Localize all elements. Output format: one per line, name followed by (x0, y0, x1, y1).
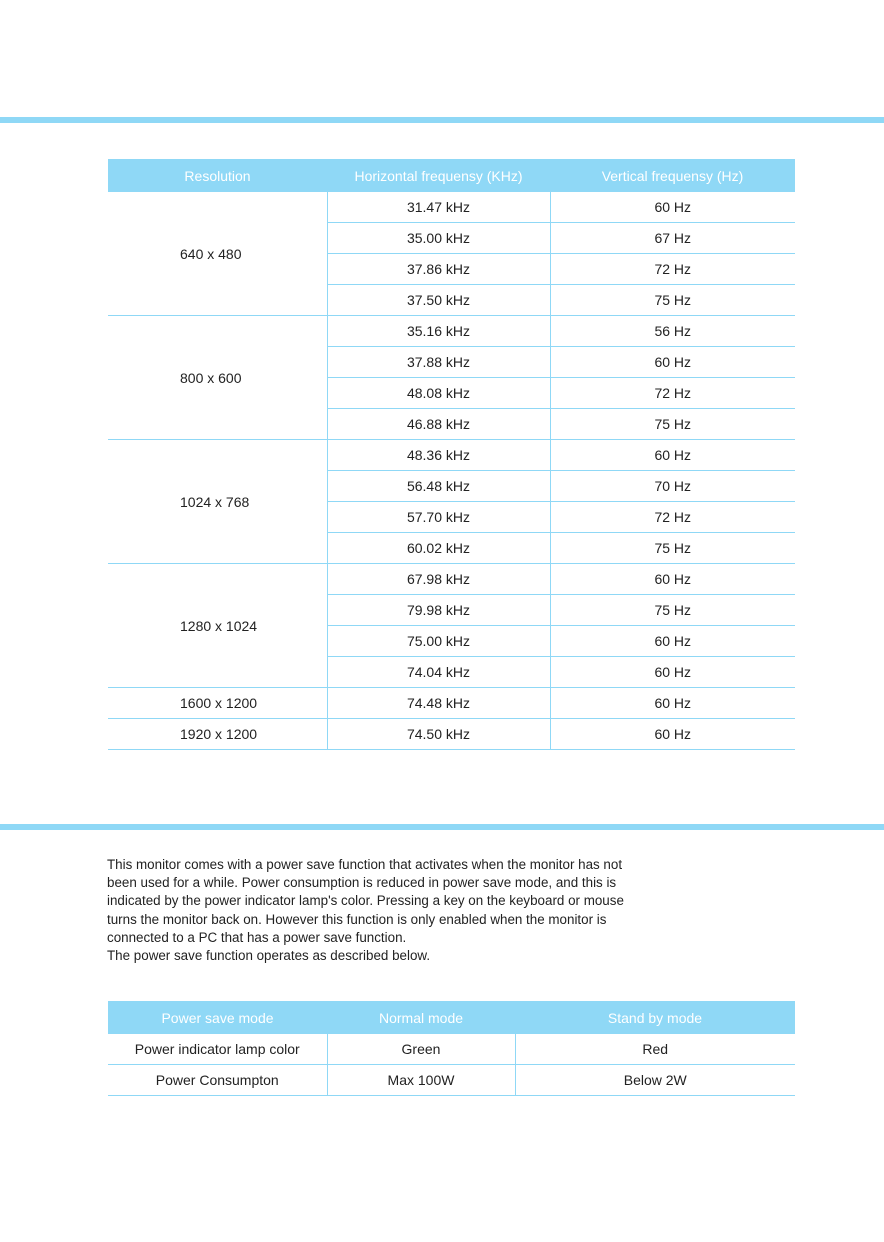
horizontal-frequency-cell: 75.00 kHz (327, 626, 550, 657)
vertical-frequency-cell: 60 Hz (550, 347, 795, 378)
normal-mode-value: Max 100W (327, 1065, 515, 1096)
header-resolution: Resolution (108, 159, 327, 192)
vertical-frequency-cell: 67 Hz (550, 223, 795, 254)
horizontal-frequency-cell: 31.47 kHz (327, 192, 550, 223)
horizontal-frequency-cell: 74.04 kHz (327, 657, 550, 688)
vertical-frequency-cell: 75 Hz (550, 533, 795, 564)
table-row (108, 564, 795, 595)
horizontal-frequency-cell: 37.88 kHz (327, 347, 550, 378)
header-standby-mode: Stand by mode (515, 1001, 795, 1034)
vertical-frequency-cell: 70 Hz (550, 471, 795, 502)
horizontal-frequency-cell: 35.16 kHz (327, 316, 550, 347)
normal-mode-value: Green (327, 1034, 515, 1065)
table-row (108, 719, 795, 750)
vertical-frequency-cell: 72 Hz (550, 254, 795, 285)
power-table-header (108, 1001, 795, 1034)
frequency-table (108, 159, 795, 750)
horizontal-frequency-cell: 57.70 kHz (327, 502, 550, 533)
horizontal-frequency-cell: 35.00 kHz (327, 223, 550, 254)
resolution-cell: 1600 x 1200 (108, 688, 327, 719)
row-label: Power Consumpton (108, 1065, 327, 1096)
intro-line: This monitor comes with a power save function that activates when the monitor has not (107, 857, 623, 872)
intro-line: indicated by the power indicator lamp's color. Pressing a key on the keyboard or mouse (107, 893, 624, 909)
vertical-frequency-cell: 60 Hz (550, 688, 795, 719)
power-save-description (107, 856, 727, 965)
header-normal-mode: Normal mode (327, 1001, 515, 1034)
table-row (108, 1065, 795, 1096)
vertical-frequency-cell: 56 Hz (550, 316, 795, 347)
vertical-frequency-cell: 60 Hz (550, 626, 795, 657)
horizontal-frequency-cell: 48.08 kHz (327, 378, 550, 409)
vertical-frequency-cell: 60 Hz (550, 564, 795, 595)
vertical-frequency-cell: 72 Hz (550, 378, 795, 409)
horizontal-frequency-cell: 67.98 kHz (327, 564, 550, 595)
resolution-cell: 800 x 600 (108, 316, 327, 440)
horizontal-frequency-cell: 79.98 kHz (327, 595, 550, 626)
intro-line: The power save function operates as described below. (107, 948, 431, 964)
table-row (108, 688, 795, 719)
resolution-cell: 1024 x 768 (108, 440, 327, 564)
horizontal-frequency-cell: 48.36 kHz (327, 440, 550, 471)
vertical-frequency-cell: 60 Hz (550, 192, 795, 223)
standby-mode-value: Below 2W (515, 1065, 795, 1096)
vertical-frequency-cell: 60 Hz (550, 440, 795, 471)
top-divider (0, 117, 884, 123)
resolution-cell: 1920 x 1200 (108, 719, 327, 750)
horizontal-frequency-cell: 74.48 kHz (327, 688, 550, 719)
vertical-frequency-cell: 75 Hz (550, 285, 795, 316)
table-row (108, 440, 795, 471)
table-row (108, 192, 795, 223)
vertical-frequency-cell: 75 Hz (550, 595, 795, 626)
resolution-cell: 1280 x 1024 (108, 564, 327, 688)
intro-line: turns the monitor back on. However this function is only enabled when the monitor is (107, 911, 607, 927)
horizontal-frequency-cell: 46.88 kHz (327, 409, 550, 440)
resolution-cell: 640 x 480 (108, 192, 327, 316)
vertical-frequency-cell: 60 Hz (550, 657, 795, 688)
horizontal-frequency-cell: 60.02 kHz (327, 533, 550, 564)
frequency-table-body (108, 192, 795, 750)
vertical-frequency-cell: 75 Hz (550, 409, 795, 440)
intro-line: connected to a PC that has a power save function. (107, 929, 407, 945)
middle-divider (0, 824, 884, 830)
header-power-save-mode: Power save mode (108, 1001, 327, 1034)
vertical-frequency-cell: 72 Hz (550, 502, 795, 533)
table-row (108, 316, 795, 347)
intro-line: been used for a while. Power consumption is reduced in power save mode, and this is (107, 875, 617, 891)
header-horizontal-frequency: Horizontal frequensy (KHz) (327, 159, 550, 192)
horizontal-frequency-cell: 37.50 kHz (327, 285, 550, 316)
horizontal-frequency-cell: 37.86 kHz (327, 254, 550, 285)
power-save-table (108, 1001, 795, 1096)
horizontal-frequency-cell: 56.48 kHz (327, 471, 550, 502)
horizontal-frequency-cell: 74.50 kHz (327, 719, 550, 750)
table-row (108, 1034, 795, 1065)
vertical-frequency-cell: 60 Hz (550, 719, 795, 750)
header-vertical-frequency: Vertical frequensy (Hz) (550, 159, 795, 192)
standby-mode-value: Red (515, 1034, 795, 1065)
frequency-table-header (108, 159, 795, 192)
row-label: Power indicator lamp color (108, 1034, 327, 1065)
